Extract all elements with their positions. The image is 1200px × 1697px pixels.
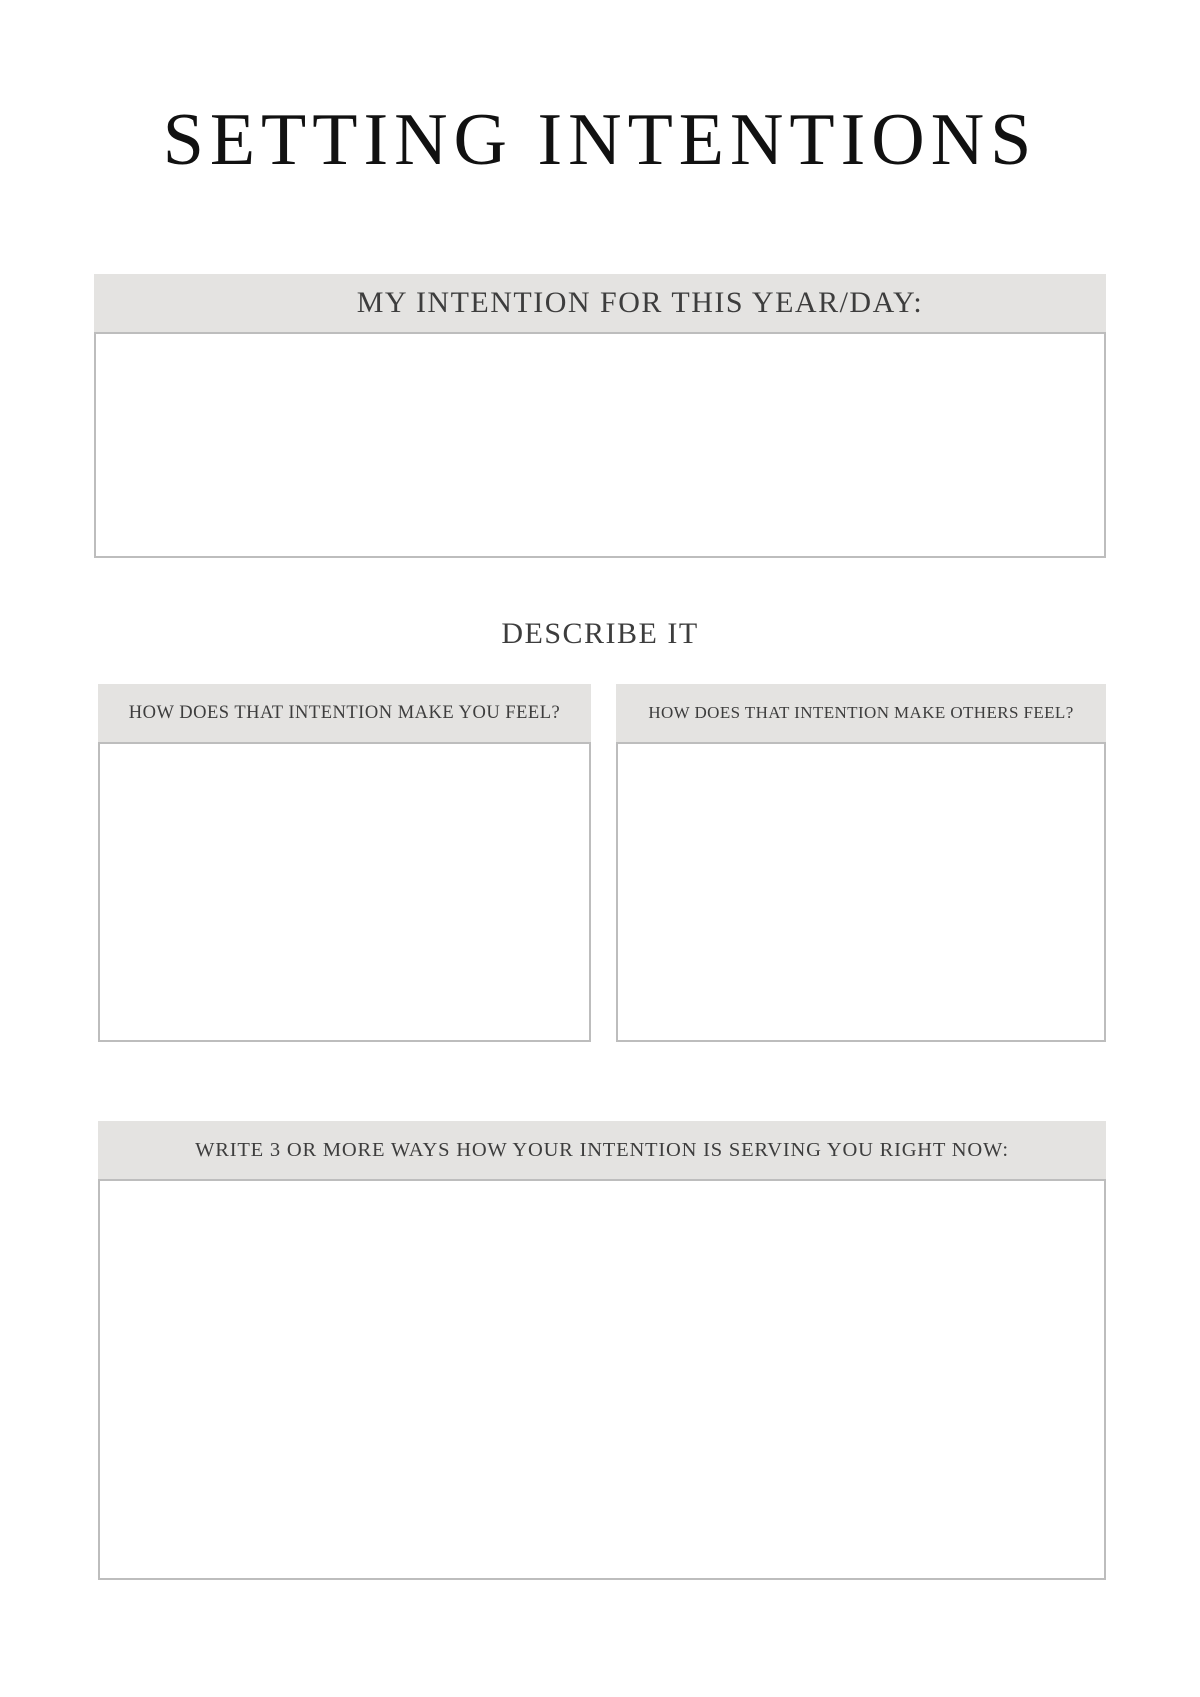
feel-self-write-area[interactable] [98,742,591,1042]
serving-write-area[interactable] [98,1179,1106,1580]
intention-write-area[interactable] [94,332,1106,558]
feel-others-label: HOW DOES THAT INTENTION MAKE OTHERS FEEL? [648,703,1074,722]
intention-header [94,274,1106,332]
feel-others-header [616,684,1106,742]
feel-self-header [98,684,591,742]
page-title: SETTING INTENTIONS [162,99,1038,181]
describe-heading: DESCRIBE IT [501,617,699,650]
feel-others-write-area[interactable] [616,742,1106,1042]
intention-label: MY INTENTION FOR THIS YEAR/DAY: [356,286,924,319]
serving-header [98,1121,1106,1179]
feel-self-label: HOW DOES THAT INTENTION MAKE YOU FEEL? [128,702,561,723]
serving-label: WRITE 3 OR MORE WAYS HOW YOUR INTENTION IS SERVING YOU RIGHT NOW: [195,1138,1009,1161]
